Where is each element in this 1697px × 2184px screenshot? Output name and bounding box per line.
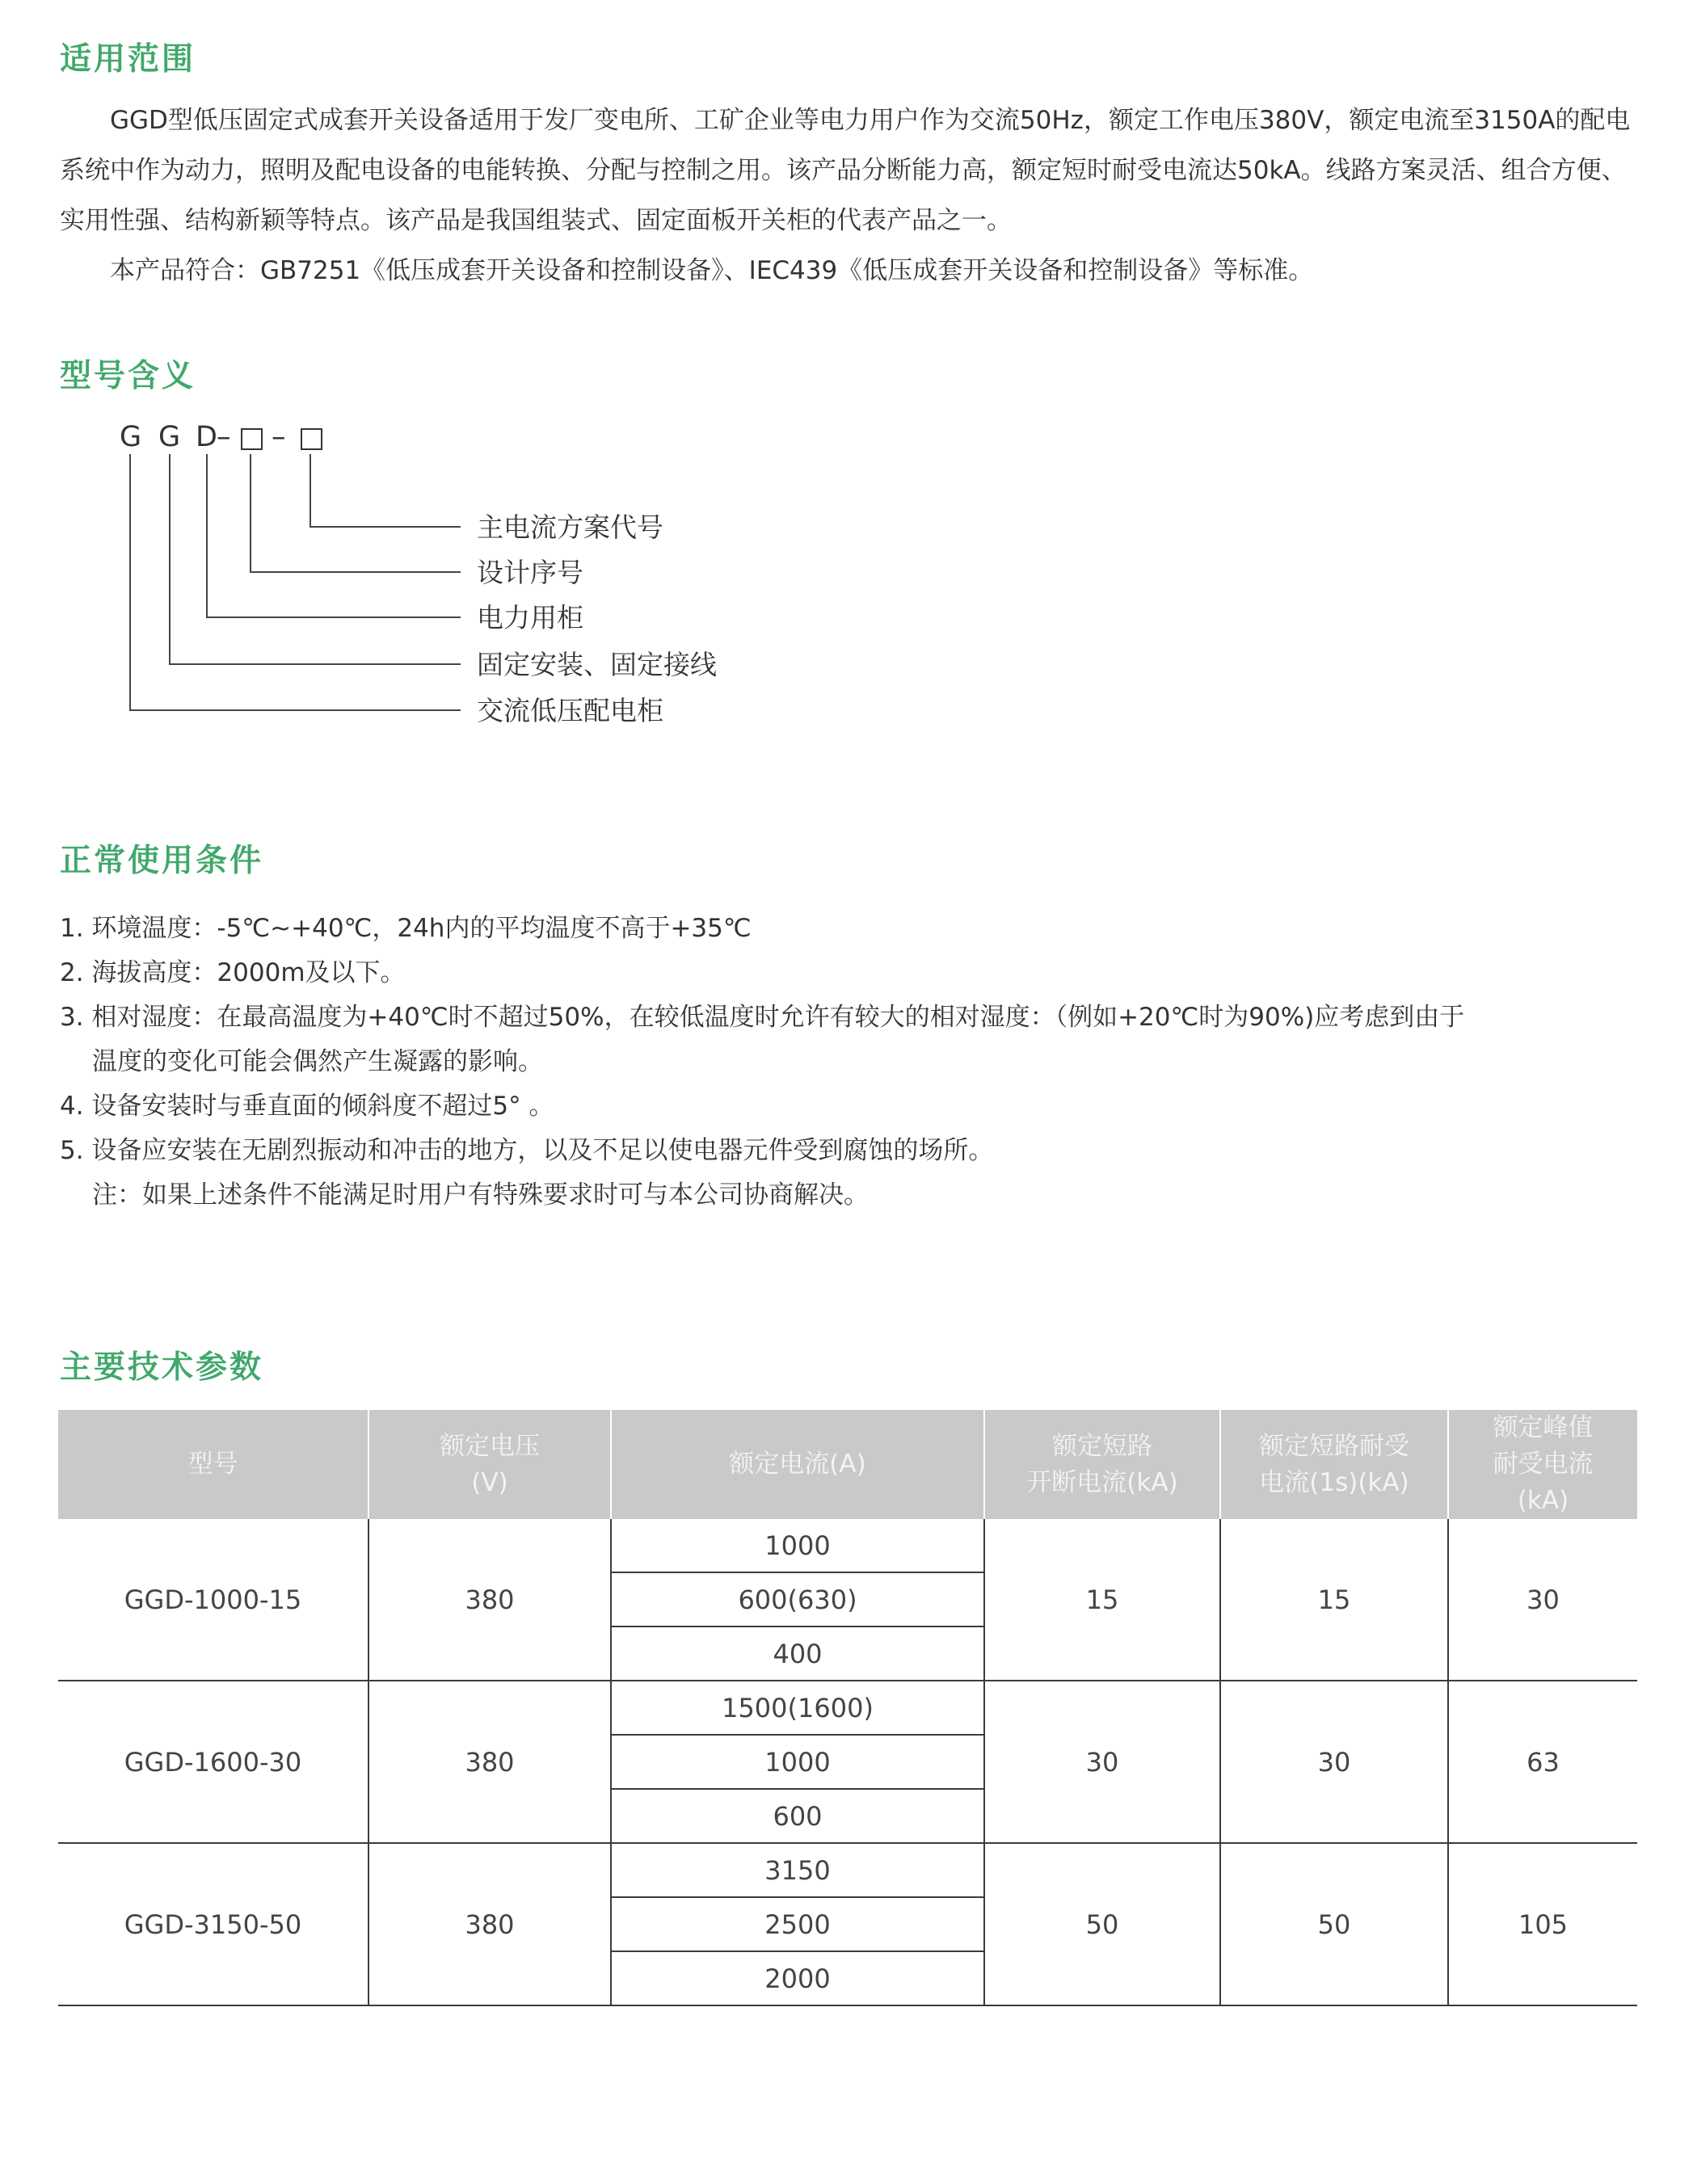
cell-model: GGD-1000-15 [58, 1519, 368, 1681]
cell-current: 2000 [611, 1951, 984, 2005]
cell-current: 2500 [611, 1897, 984, 1951]
cell-voltage: 380 [368, 1519, 611, 1681]
section-title-model: 型号含义 [60, 358, 196, 394]
scope-paragraph-1 [60, 95, 1644, 246]
header-peak-line1: 额定峰值 [1493, 1413, 1594, 1442]
cell-withstand: 15 [1220, 1519, 1448, 1681]
header-current: 额定电流(A) [611, 1410, 984, 1519]
header-peak-line3: (kA) [1517, 1486, 1569, 1515]
code-label-fixed-install: 固定安装、固定接线 [477, 649, 717, 680]
header-peak-line2: 耐受电流 [1493, 1450, 1594, 1479]
table-row [58, 1519, 1637, 1572]
header-voltage-line2: (V) [471, 1467, 508, 1497]
code-char-d: D [196, 421, 217, 453]
code-label-main-circuit: 主电流方案代号 [477, 511, 663, 543]
cell-peak: 63 [1448, 1681, 1637, 1843]
code-dash-1: – [217, 421, 231, 453]
code-char-g1: G [120, 421, 142, 453]
conditions-list [60, 907, 1644, 1218]
cell-breaking: 50 [984, 1843, 1220, 2005]
cell-breaking: 15 [984, 1519, 1220, 1681]
cell-current: 3150 [611, 1843, 984, 1897]
scope-paragraph-2 [60, 246, 1644, 296]
cell-breaking: 30 [984, 1681, 1220, 1843]
table-row [58, 1681, 1637, 1735]
cell-current: 1500(1600) [611, 1681, 984, 1735]
cell-withstand: 50 [1220, 1843, 1448, 2005]
header-breaking-line2: 开断电流(kA) [1026, 1467, 1178, 1497]
header-peak [1448, 1410, 1637, 1519]
header-breaking [984, 1410, 1220, 1519]
code-connector-lines [0, 436, 485, 743]
section-title-scope: 适用范围 [60, 41, 196, 78]
header-withstand-line1: 额定短路耐受 [1259, 1431, 1409, 1461]
cell-peak: 105 [1448, 1843, 1637, 2005]
code-char-g2: G [158, 421, 181, 453]
cell-current: 1000 [611, 1519, 984, 1572]
code-label-ac-lv-cabinet: 交流低压配电柜 [477, 695, 663, 726]
condition-item-1: 1. 环境温度：-5℃~+40℃，24h内的平均温度不高于+35℃ [60, 914, 752, 943]
cell-current: 600 [611, 1789, 984, 1843]
table-header-row [58, 1410, 1637, 1519]
cell-current: 400 [611, 1626, 984, 1681]
cell-current: 1000 [611, 1735, 984, 1789]
section-title-params: 主要技术参数 [60, 1349, 264, 1386]
header-breaking-line1: 额定短路 [1052, 1431, 1152, 1461]
condition-item-5: 5. 设备应安装在无剧烈振动和冲击的地方，以及不足以使电器元件受到腐蚀的场所。 [60, 1136, 994, 1165]
scope-text-1: GGD型低压固定式成套开关设备适用于发厂变电所、工矿企业等电力用户作为交流50Hz，额定工作电压380V，额定电流至3150A的配电系统中作为动力，照明及配电设备的电能转换、分配与控制之用。该产品分断能力高，额定短时耐受电流达50kA。线路方案灵活、组合方便、实用性强、结构新颖等特点。该产品是我国组装式、固定面板开关柜的代表产品之一。 [60, 106, 1631, 235]
params-table-wrapper [58, 1410, 1637, 2006]
header-voltage [368, 1410, 611, 1519]
code-label-design-number: 设计序号 [477, 557, 583, 588]
code-dash-2: – [272, 421, 286, 453]
condition-item-3: 3. 相对湿度：在最高温度为+40℃时不超过50%，在较低温度时允许有较大的相对湿度：（例如+20℃时为90%)应考虑到由于 [60, 1003, 1465, 1032]
header-voltage-line1: 额定电压 [440, 1431, 540, 1461]
condition-item-2: 2. 海拔高度：2000m及以下。 [60, 958, 406, 987]
cell-model: GGD-3150-50 [58, 1843, 368, 2005]
condition-note: 注：如果上述条件不能满足时用户有特殊要求时可与本公司协商解决。 [92, 1180, 869, 1210]
header-model: 型号 [58, 1410, 368, 1519]
cell-peak: 30 [1448, 1519, 1637, 1681]
cell-model: GGD-1600-30 [58, 1681, 368, 1843]
scope-text-2: 本产品符合：GB7251《低压成套开关设备和控制设备》、IEC439《低压成套开关设备和控制设备》等标准。 [110, 256, 1314, 285]
section-title-conditions: 正常使用条件 [60, 843, 264, 879]
condition-item-3-continued: 温度的变化可能会偶然产生凝露的影响。 [92, 1047, 543, 1076]
cell-current: 600(630) [611, 1572, 984, 1626]
condition-item-4: 4. 设备安装时与垂直面的倾斜度不超过5° 。 [60, 1092, 554, 1121]
code-label-power-cabinet: 电力用柜 [477, 602, 583, 633]
cell-withstand: 30 [1220, 1681, 1448, 1843]
header-withstand-line2: 电流(1s)(kA) [1259, 1467, 1409, 1497]
table-row [58, 1843, 1637, 1897]
params-table [58, 1410, 1637, 2006]
cell-voltage: 380 [368, 1681, 611, 1843]
cell-voltage: 380 [368, 1843, 611, 2005]
header-withstand [1220, 1410, 1448, 1519]
